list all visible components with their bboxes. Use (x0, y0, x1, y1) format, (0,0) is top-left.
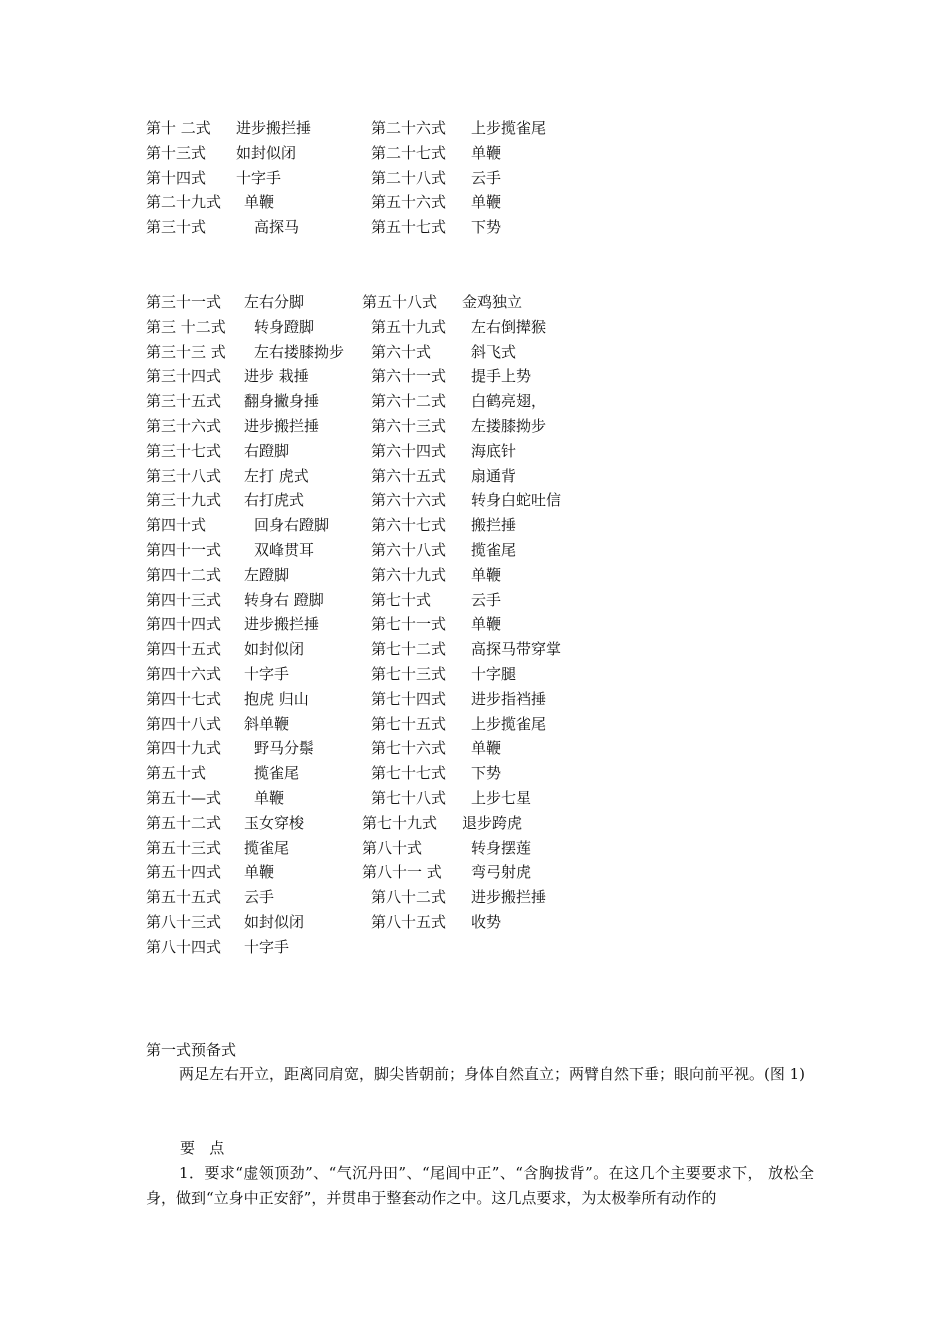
form-name: 转身右 蹬脚 (244, 590, 324, 609)
form-name: 进步搬拦捶 (244, 615, 320, 634)
form-row (146, 488, 846, 513)
form-number: 第六十六式 (371, 491, 447, 510)
form-name: 海底针 (471, 441, 517, 460)
form-name: 斜飞式 (471, 342, 517, 361)
form-row (146, 761, 846, 786)
form-name: 进步搬拦捶 (244, 416, 320, 435)
form-number: 第五十七式 (371, 218, 447, 237)
form-name: 野马分鬃 (254, 739, 315, 758)
form-number: 第四十七式 (146, 689, 222, 708)
form-number: 第五十二式 (146, 813, 222, 832)
form-name: 单鞭 (244, 863, 275, 882)
form-number: 第十 二式 (146, 119, 211, 137)
form-row (146, 538, 846, 563)
form-name: 如封似闭 (244, 912, 305, 931)
form-number: 第八十五式 (371, 912, 447, 931)
form-number: 第七十五式 (371, 714, 447, 733)
form-number: 第七十三式 (371, 664, 447, 683)
form-name: 单鞭 (254, 788, 285, 807)
form-name: 右打虎式 (244, 491, 305, 510)
form-number: 第四十二式 (146, 565, 222, 584)
form-number: 第六十九式 (371, 565, 447, 584)
form-name: 单鞭 (471, 565, 502, 584)
form-number: 第十三式 (146, 143, 207, 162)
form-name: 揽雀尾 (471, 540, 517, 559)
form-number: 第五十八式 (362, 293, 438, 311)
form-name: 上步揽雀尾 (471, 714, 547, 733)
form-number: 第十四式 (146, 168, 207, 187)
form-number: 第五十六式 (371, 193, 447, 212)
form-number: 第三十四式 (146, 367, 222, 386)
form-row (146, 290, 846, 315)
form-row (146, 116, 846, 141)
form-name: 搬拦捶 (471, 516, 517, 535)
form-number: 第二十七式 (371, 143, 447, 162)
form-row (146, 166, 846, 191)
form-row (146, 836, 846, 861)
form-number: 第三十七式 (146, 441, 222, 460)
form-number: 第四十一式 (146, 540, 222, 559)
form-number: 第六十二式 (371, 392, 447, 411)
form-row (146, 464, 846, 489)
form-name: 金鸡独立 (462, 293, 523, 311)
form-list-part-1 (146, 116, 846, 240)
form-row (146, 389, 846, 414)
form-row (146, 860, 846, 885)
form-number: 第四十四式 (146, 615, 222, 634)
form-name: 左右倒撵猴 (471, 317, 547, 336)
form-name: 高探马 (254, 218, 300, 237)
form-row (146, 687, 846, 712)
key-points-paragraph: 1．要求“虚领顶劲”、“气沉丹田”、“尾闾中正”、“含胸拔背”。在这几个主要要求下， 放松全身，做到“立身中正安舒”，并贯串于整套动作之中。这几点要求，为太极拳所有动作的 (146, 1164, 814, 1207)
form-name: 白鹤亮翅， (471, 392, 547, 411)
form-number: 第六十八式 (371, 540, 447, 559)
form-number: 第四十六式 (146, 664, 222, 683)
form-number: 第八十式 (362, 838, 423, 857)
form-name: 上步揽雀尾 (471, 119, 547, 137)
form-number: 第八十四式 (146, 937, 222, 956)
form-name: 单鞭 (471, 739, 502, 758)
form-name: 弯弓射虎 (471, 863, 532, 882)
form-name: 云手 (471, 168, 502, 187)
form-name: 单鞭 (471, 615, 502, 634)
section-paragraph: 两足左右开立，距离同肩宽，脚尖皆朝前；身体自然直立；两臂自然下垂；眼向前平视。(图 1) (179, 1065, 806, 1083)
form-name: 翻身撇身捶 (244, 392, 320, 411)
form-number: 第三十五式 (146, 392, 222, 411)
form-name: 进步搬拦捶 (236, 119, 312, 137)
form-row (146, 513, 846, 538)
form-number: 第三十三 式 (146, 342, 226, 361)
form-row (146, 340, 846, 365)
form-number: 第七十二式 (371, 640, 447, 659)
form-name: 退步跨虎 (462, 813, 523, 832)
form-row (146, 935, 846, 960)
form-number: 第六十三式 (371, 416, 447, 435)
form-name: 揽雀尾 (254, 764, 300, 783)
form-number: 第二十八式 (371, 168, 447, 187)
form-name: 转身白蛇吐信 (471, 491, 562, 510)
form-name: 左右搂膝拗步 (254, 342, 345, 361)
form-name: 左蹬脚 (244, 565, 290, 584)
form-row (146, 885, 846, 910)
form-name: 上步七星 (471, 788, 532, 807)
form-number: 第三十一式 (146, 293, 222, 311)
form-row (146, 315, 846, 340)
key-points-heading: 要 点 (180, 1139, 225, 1157)
form-row (146, 563, 846, 588)
form-name: 双峰贯耳 (254, 540, 315, 559)
form-number: 第五十三式 (146, 838, 222, 857)
form-number: 第二十六式 (371, 119, 447, 137)
form-number: 第六十五式 (371, 466, 447, 485)
form-row (146, 141, 846, 166)
form-row (146, 612, 846, 637)
form-row (146, 215, 846, 240)
form-number: 第六十一式 (371, 367, 447, 386)
form-name: 进步 栽捶 (244, 367, 309, 386)
form-row (146, 190, 846, 215)
form-number: 第五十九式 (371, 317, 447, 336)
form-number: 第五十五式 (146, 888, 222, 907)
form-name: 回身右蹬脚 (254, 516, 330, 535)
form-number: 第三十八式 (146, 466, 222, 485)
form-name: 高探马带穿掌 (471, 640, 562, 659)
form-row (146, 588, 846, 613)
form-number: 第四十三式 (146, 590, 222, 609)
form-row (146, 736, 846, 761)
form-number: 第三十六式 (146, 416, 222, 435)
form-number: 第五十四式 (146, 863, 222, 882)
form-number: 第四十八式 (146, 714, 222, 733)
form-number: 第八十三式 (146, 912, 222, 931)
form-name: 云手 (471, 590, 502, 609)
form-name: 左右分脚 (244, 293, 305, 311)
form-name: 十字手 (244, 937, 290, 956)
form-row (146, 439, 846, 464)
form-number: 第八十一 式 (362, 863, 442, 882)
form-name: 云手 (244, 888, 275, 907)
form-list-part-2 (146, 290, 846, 960)
form-row (146, 637, 846, 662)
form-number: 第二十九式 (146, 193, 222, 212)
form-number: 第六十七式 (371, 516, 447, 535)
form-name: 进步搬拦捶 (471, 888, 547, 907)
form-name: 如封似闭 (244, 640, 305, 659)
form-number: 第六十式 (371, 342, 432, 361)
form-name: 斜单鞭 (244, 714, 290, 733)
form-number: 第四十五式 (146, 640, 222, 659)
form-row (146, 414, 846, 439)
form-row (146, 786, 846, 811)
form-name: 进步指裆捶 (471, 689, 547, 708)
form-name: 十字手 (236, 168, 282, 187)
form-number: 第四十九式 (146, 739, 222, 758)
form-name: 单鞭 (471, 143, 502, 162)
form-name: 提手上势 (471, 367, 532, 386)
form-name: 单鞭 (244, 193, 275, 212)
form-number: 第七十八式 (371, 788, 447, 807)
form-name: 十字腿 (471, 664, 517, 683)
form-name: 揽雀尾 (244, 838, 290, 857)
form-name: 下势 (471, 764, 502, 783)
form-number: 第三十九式 (146, 491, 222, 510)
form-name: 下势 (471, 218, 502, 237)
form-number: 第七十七式 (371, 764, 447, 783)
form-number: 第七十四式 (371, 689, 447, 708)
form-name: 玉女穿梭 (244, 813, 305, 832)
form-number: 第七十式 (371, 590, 432, 609)
form-row (146, 662, 846, 687)
form-name: 左打 虎式 (244, 466, 309, 485)
form-name: 如封似闭 (236, 143, 297, 162)
form-name: 十字手 (244, 664, 290, 683)
form-number: 第三 十二式 (146, 317, 226, 336)
form-name: 转身蹬脚 (254, 317, 315, 336)
form-number: 第五十式 (146, 764, 207, 783)
form-number: 第八十二式 (371, 888, 447, 907)
section-title: 第一式预备式 (146, 1041, 237, 1059)
form-row (146, 910, 846, 935)
form-row (146, 712, 846, 737)
form-name: 收势 (471, 912, 502, 931)
form-number: 第四十式 (146, 516, 207, 535)
form-name: 右蹬脚 (244, 441, 290, 460)
form-number: 第三十式 (146, 218, 207, 237)
form-name: 左搂膝拗步 (471, 416, 547, 435)
form-number: 第五十—式 (146, 788, 222, 807)
form-number: 第七十九式 (362, 813, 438, 832)
form-number: 第七十一式 (371, 615, 447, 634)
form-row (146, 364, 846, 389)
form-name: 抱虎 归山 (244, 689, 309, 708)
form-name: 单鞭 (471, 193, 502, 212)
form-name: 转身摆莲 (471, 838, 532, 857)
form-row (146, 811, 846, 836)
form-number: 第六十四式 (371, 441, 447, 460)
form-number: 第七十六式 (371, 739, 447, 758)
form-name: 扇通背 (471, 466, 517, 485)
